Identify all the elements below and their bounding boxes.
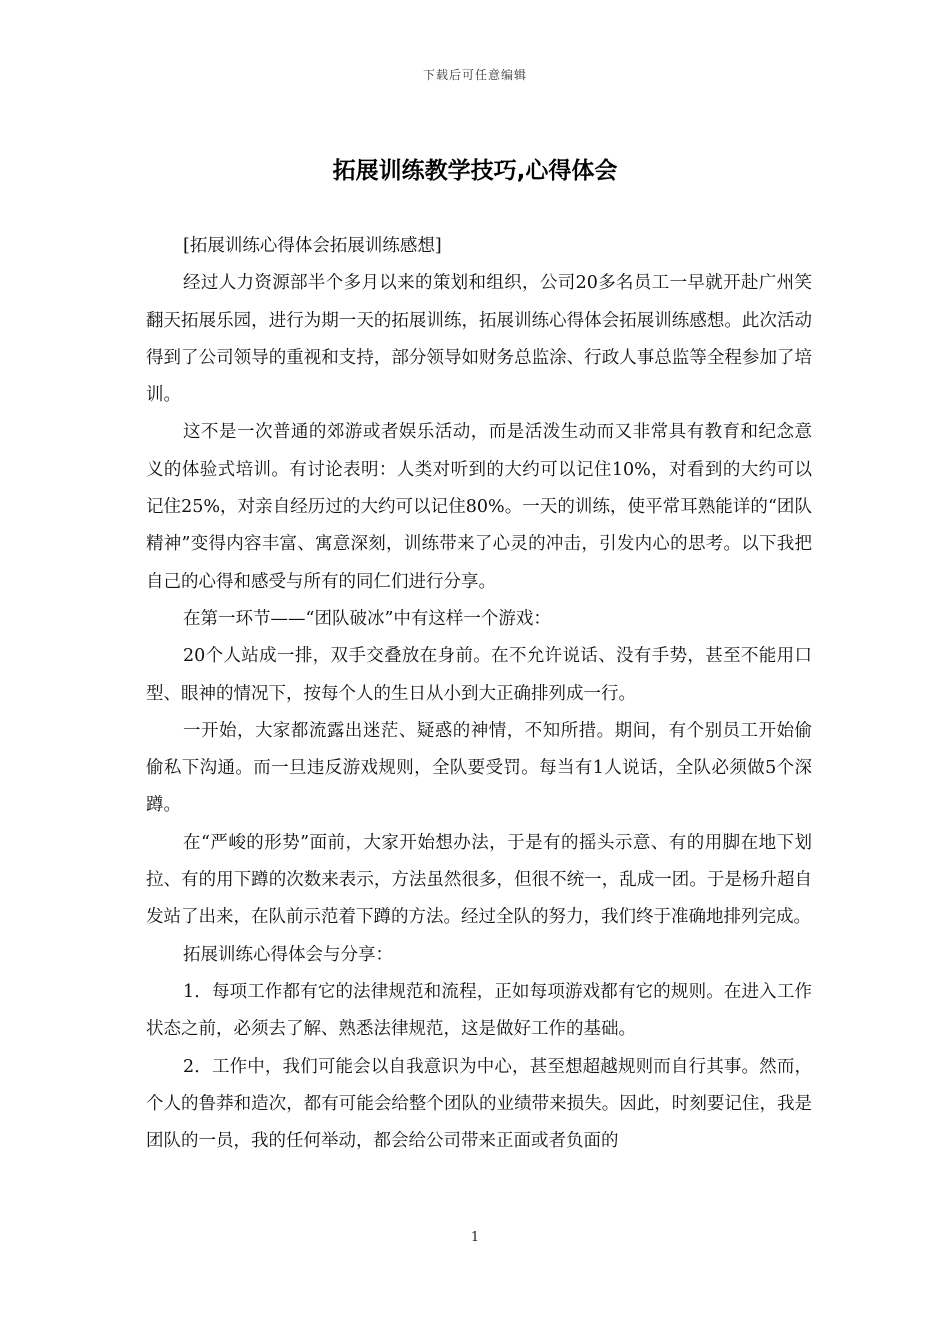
page-number: 1 [470, 1230, 480, 1245]
paragraph: 在第一环节——“团队破冰”中有这样一个游戏： [183, 608, 551, 629]
header-note: 下载后可任意编辑 [422, 68, 527, 82]
document-title: 拓展训练教学技巧,心得体会 [332, 158, 618, 184]
paragraph: 拓展训练心得体会与分享： [183, 944, 393, 965]
paragraph: 2．工作中，我们可能会以自我意识为中心，甚至想超越规则而自行其事。然而，个人的鲁莽和造次，都有可能会给整个团队的业绩带来损失。因此，时刻要记住，我是团队的一员，我的任何举动，都会给公司带来正面或者负面的 [146, 1056, 812, 1152]
paragraph: 20个人站成一排，双手交叠放在身前。在不允许说话、没有手势，甚至不能用口型、眼神的情况下，按每个人的生日从小到大正确排列成一行。 [146, 646, 812, 704]
paragraph: 这不是一次普通的郊游或者娱乐活动，而是活泼生动而又非常具有教育和纪念意义的体验式培训。有讨论表明：人类对听到的大约可以记住10%，对看到的大约可以记住25%，对亲自经历过的大约可以记住80%。一天的训练，使平常耳熟能详的“团队精神”变得内容丰富、寓意深刻，训练带来了心灵的冲击，引发内心的思考。以下我把自己的心得和感受与所有的同仁们进行分享。 [146, 422, 812, 592]
paragraph: 在“严峻的形势”面前，大家开始想办法，于是有的摇头示意、有的用脚在地下划拉、有的用下蹲的次数来表示，方法虽然很多，但很不统一，乱成一团。于是杨升超自发站了出来，在队前示范着下蹲的方法。经过全队的努力，我们终于准确地排列完成。 [146, 832, 812, 928]
paragraph: 经过人力资源部半个多月以来的策划和组织，公司20多名员工一早就开赴广州笑翻天拓展乐园，进行为期一天的拓展训练，拓展训练心得体会拓展训练感想。此次活动得到了公司领导的重视和支持，部分领导如财务总监涂、行政人事总监等全程参加了培训。 [146, 273, 812, 406]
paragraph: 1．每项工作都有它的法律规范和流程，正如每项游戏都有它的规则。在进入工作状态之前，必须去了解、熟悉法律规范，这是做好工作的基础。 [146, 981, 812, 1040]
paragraph: [拓展训练心得体会拓展训练感想] [183, 236, 442, 256]
paragraph: 一开始，大家都流露出迷茫、疑惑的神情，不知所措。期间，有个别员工开始偷偷私下沟通。而一旦违反游戏规则，全队要受罚。每当有1人说话，全队必须做5个深蹲。 [146, 720, 812, 816]
document-body [146, 228, 812, 1160]
